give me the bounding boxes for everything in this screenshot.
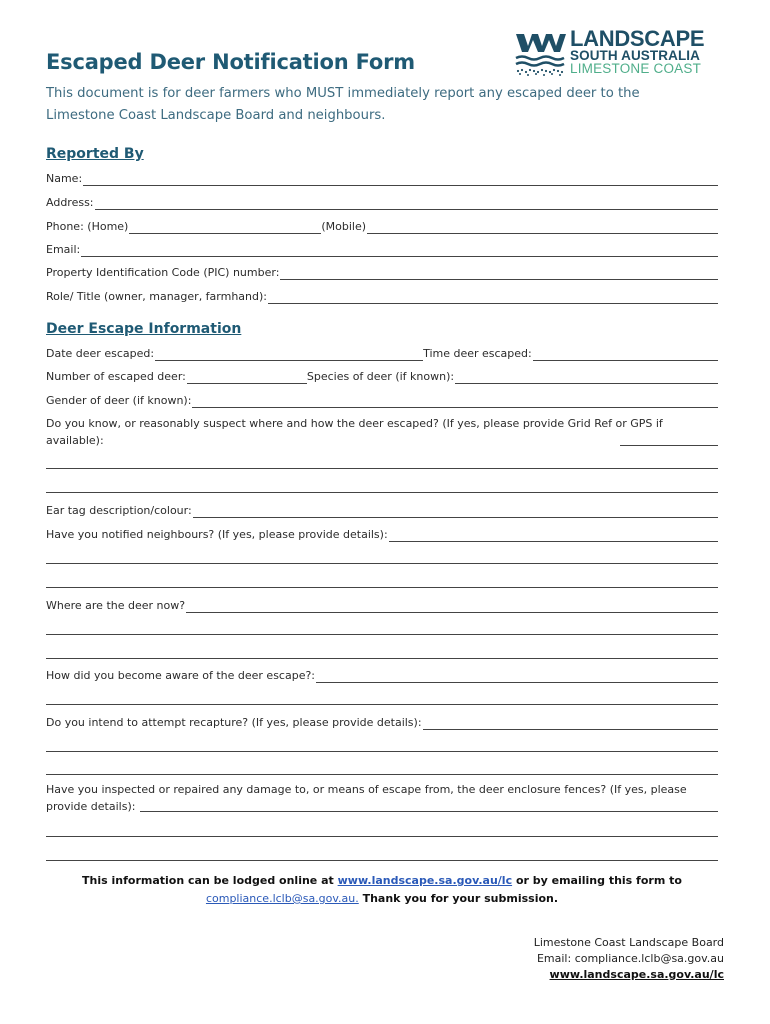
landscape-sa-logo (514, 26, 726, 80)
where-now-label: Where are the deer now? (46, 599, 186, 612)
phone-home-input-line[interactable] (129, 221, 321, 234)
contact-block (534, 935, 724, 983)
how-escaped-line-3[interactable] (46, 492, 718, 493)
lodge-mid-text: or by emailing this form to (515, 874, 682, 887)
phone-home-label: Phone: (Home) (46, 220, 129, 233)
page-title: Escaped Deer Notification Form (46, 50, 415, 74)
neighbours-input-line[interactable] (389, 529, 718, 542)
logo-wave-mark-icon (514, 30, 566, 76)
contact-org: Limestone Coast Landscape Board (533, 936, 724, 949)
inspected-line-2[interactable] (46, 836, 718, 837)
phone-mobile-label: (Mobile) (321, 220, 367, 233)
time-input-line[interactable] (533, 348, 718, 361)
number-input-line[interactable] (187, 371, 307, 384)
name-input-line[interactable] (83, 173, 718, 186)
inspected-label: Have you inspected or repaired any damage to, or means of escape from, the deer enclosure fences? (If yes, please provide details): (46, 783, 687, 813)
date-time-field[interactable] (46, 345, 718, 361)
section-heading-deer-escape: Deer Escape Information (46, 321, 242, 337)
email-label: Email: (46, 243, 81, 256)
name-label: Name: (46, 172, 83, 185)
ear-tag-input-line[interactable] (193, 505, 718, 518)
date-input-line[interactable] (155, 348, 423, 361)
recapture-field[interactable] (46, 714, 718, 730)
neighbours-line-3[interactable] (46, 587, 718, 588)
where-now-line-3[interactable] (46, 658, 718, 659)
email-input-line[interactable] (81, 244, 718, 257)
aware-input-line[interactable] (316, 670, 718, 683)
lodge-pre-text: This information can be lodged online at (82, 874, 334, 887)
time-label: Time deer escaped: (423, 347, 532, 360)
phone-mobile-input-line[interactable] (367, 221, 718, 234)
lodge-thanks-text: Thank you for your submission. (362, 892, 559, 905)
recapture-line-2[interactable] (46, 751, 718, 752)
how-escaped-line-2[interactable] (46, 468, 718, 469)
pic-label: Property Identification Code (PIC) number: (46, 266, 280, 279)
inspected-line-3[interactable] (46, 860, 718, 861)
contact-website-link[interactable]: www.landscape.sa.gov.au/lc (549, 968, 724, 981)
ear-tag-field[interactable] (46, 502, 718, 518)
neighbours-line-2[interactable] (46, 563, 718, 564)
inspected-question (46, 781, 718, 815)
how-escaped-question (46, 415, 718, 449)
role-field[interactable] (46, 288, 718, 304)
address-input-line[interactable] (95, 197, 718, 210)
how-escaped-input-line[interactable] (620, 445, 718, 446)
role-label: Role/ Title (owner, manager, farmhand): (46, 290, 268, 303)
role-input-line[interactable] (268, 291, 718, 304)
neighbours-field[interactable] (46, 526, 718, 542)
logo-south-australia-text: SOUTH AUSTRALIA (570, 48, 700, 63)
intro-text: This document is for deer farmers who MUST immediately report any escaped deer to the Limestone Coast Landscape Board and neighbours. (46, 86, 640, 123)
contact-email: Email: compliance.lclb@sa.gov.au (536, 952, 724, 965)
where-now-line-2[interactable] (46, 634, 718, 635)
gender-label: Gender of deer (if known): (46, 394, 192, 407)
species-label: Species of deer (if known): (306, 370, 455, 383)
aware-line-2[interactable] (46, 704, 718, 705)
date-label: Date deer escaped: (46, 347, 155, 360)
recapture-label: Do you intend to attempt recapture? (If yes, please provide details): (46, 716, 422, 729)
section-heading-reported-by: Reported By (46, 146, 144, 162)
how-escaped-label: Do you know, or reasonably suspect where and how the deer escaped? (If yes, please provide Grid Ref or GPS if available): (46, 417, 663, 447)
aware-label: How did you become aware of the deer escape?: (46, 669, 316, 682)
lodge-email-link[interactable]: compliance.lclb@sa.gov.au. (205, 892, 359, 905)
recapture-input-line[interactable] (423, 717, 718, 730)
pic-input-line[interactable] (280, 267, 718, 280)
phone-field[interactable] (46, 218, 718, 234)
address-label: Address: (46, 196, 94, 209)
number-label: Number of escaped deer: (46, 370, 186, 383)
gender-input-line[interactable] (192, 395, 718, 408)
name-field[interactable] (46, 170, 718, 186)
where-now-field[interactable] (46, 597, 718, 613)
number-species-field[interactable] (46, 368, 718, 384)
recapture-line-3[interactable] (46, 774, 718, 775)
logo-limestone-coast-text: LIMESTONE COAST (570, 61, 702, 76)
logo-landscape-text: LANDSCAPE (570, 26, 705, 51)
email-field[interactable] (46, 241, 718, 257)
ear-tag-label: Ear tag description/colour: (46, 504, 192, 517)
pic-field[interactable] (46, 264, 718, 280)
aware-field[interactable] (46, 667, 718, 683)
lodge-instructions (46, 872, 718, 908)
species-input-line[interactable] (455, 371, 718, 384)
where-now-input-line[interactable] (186, 600, 718, 613)
inspected-input-line[interactable] (140, 811, 718, 812)
neighbours-label: Have you notified neighbours? (If yes, please provide details): (46, 528, 388, 541)
address-field[interactable] (46, 194, 718, 210)
gender-field[interactable] (46, 392, 718, 408)
lodge-website-link[interactable]: www.landscape.sa.gov.au/lc (337, 874, 513, 887)
